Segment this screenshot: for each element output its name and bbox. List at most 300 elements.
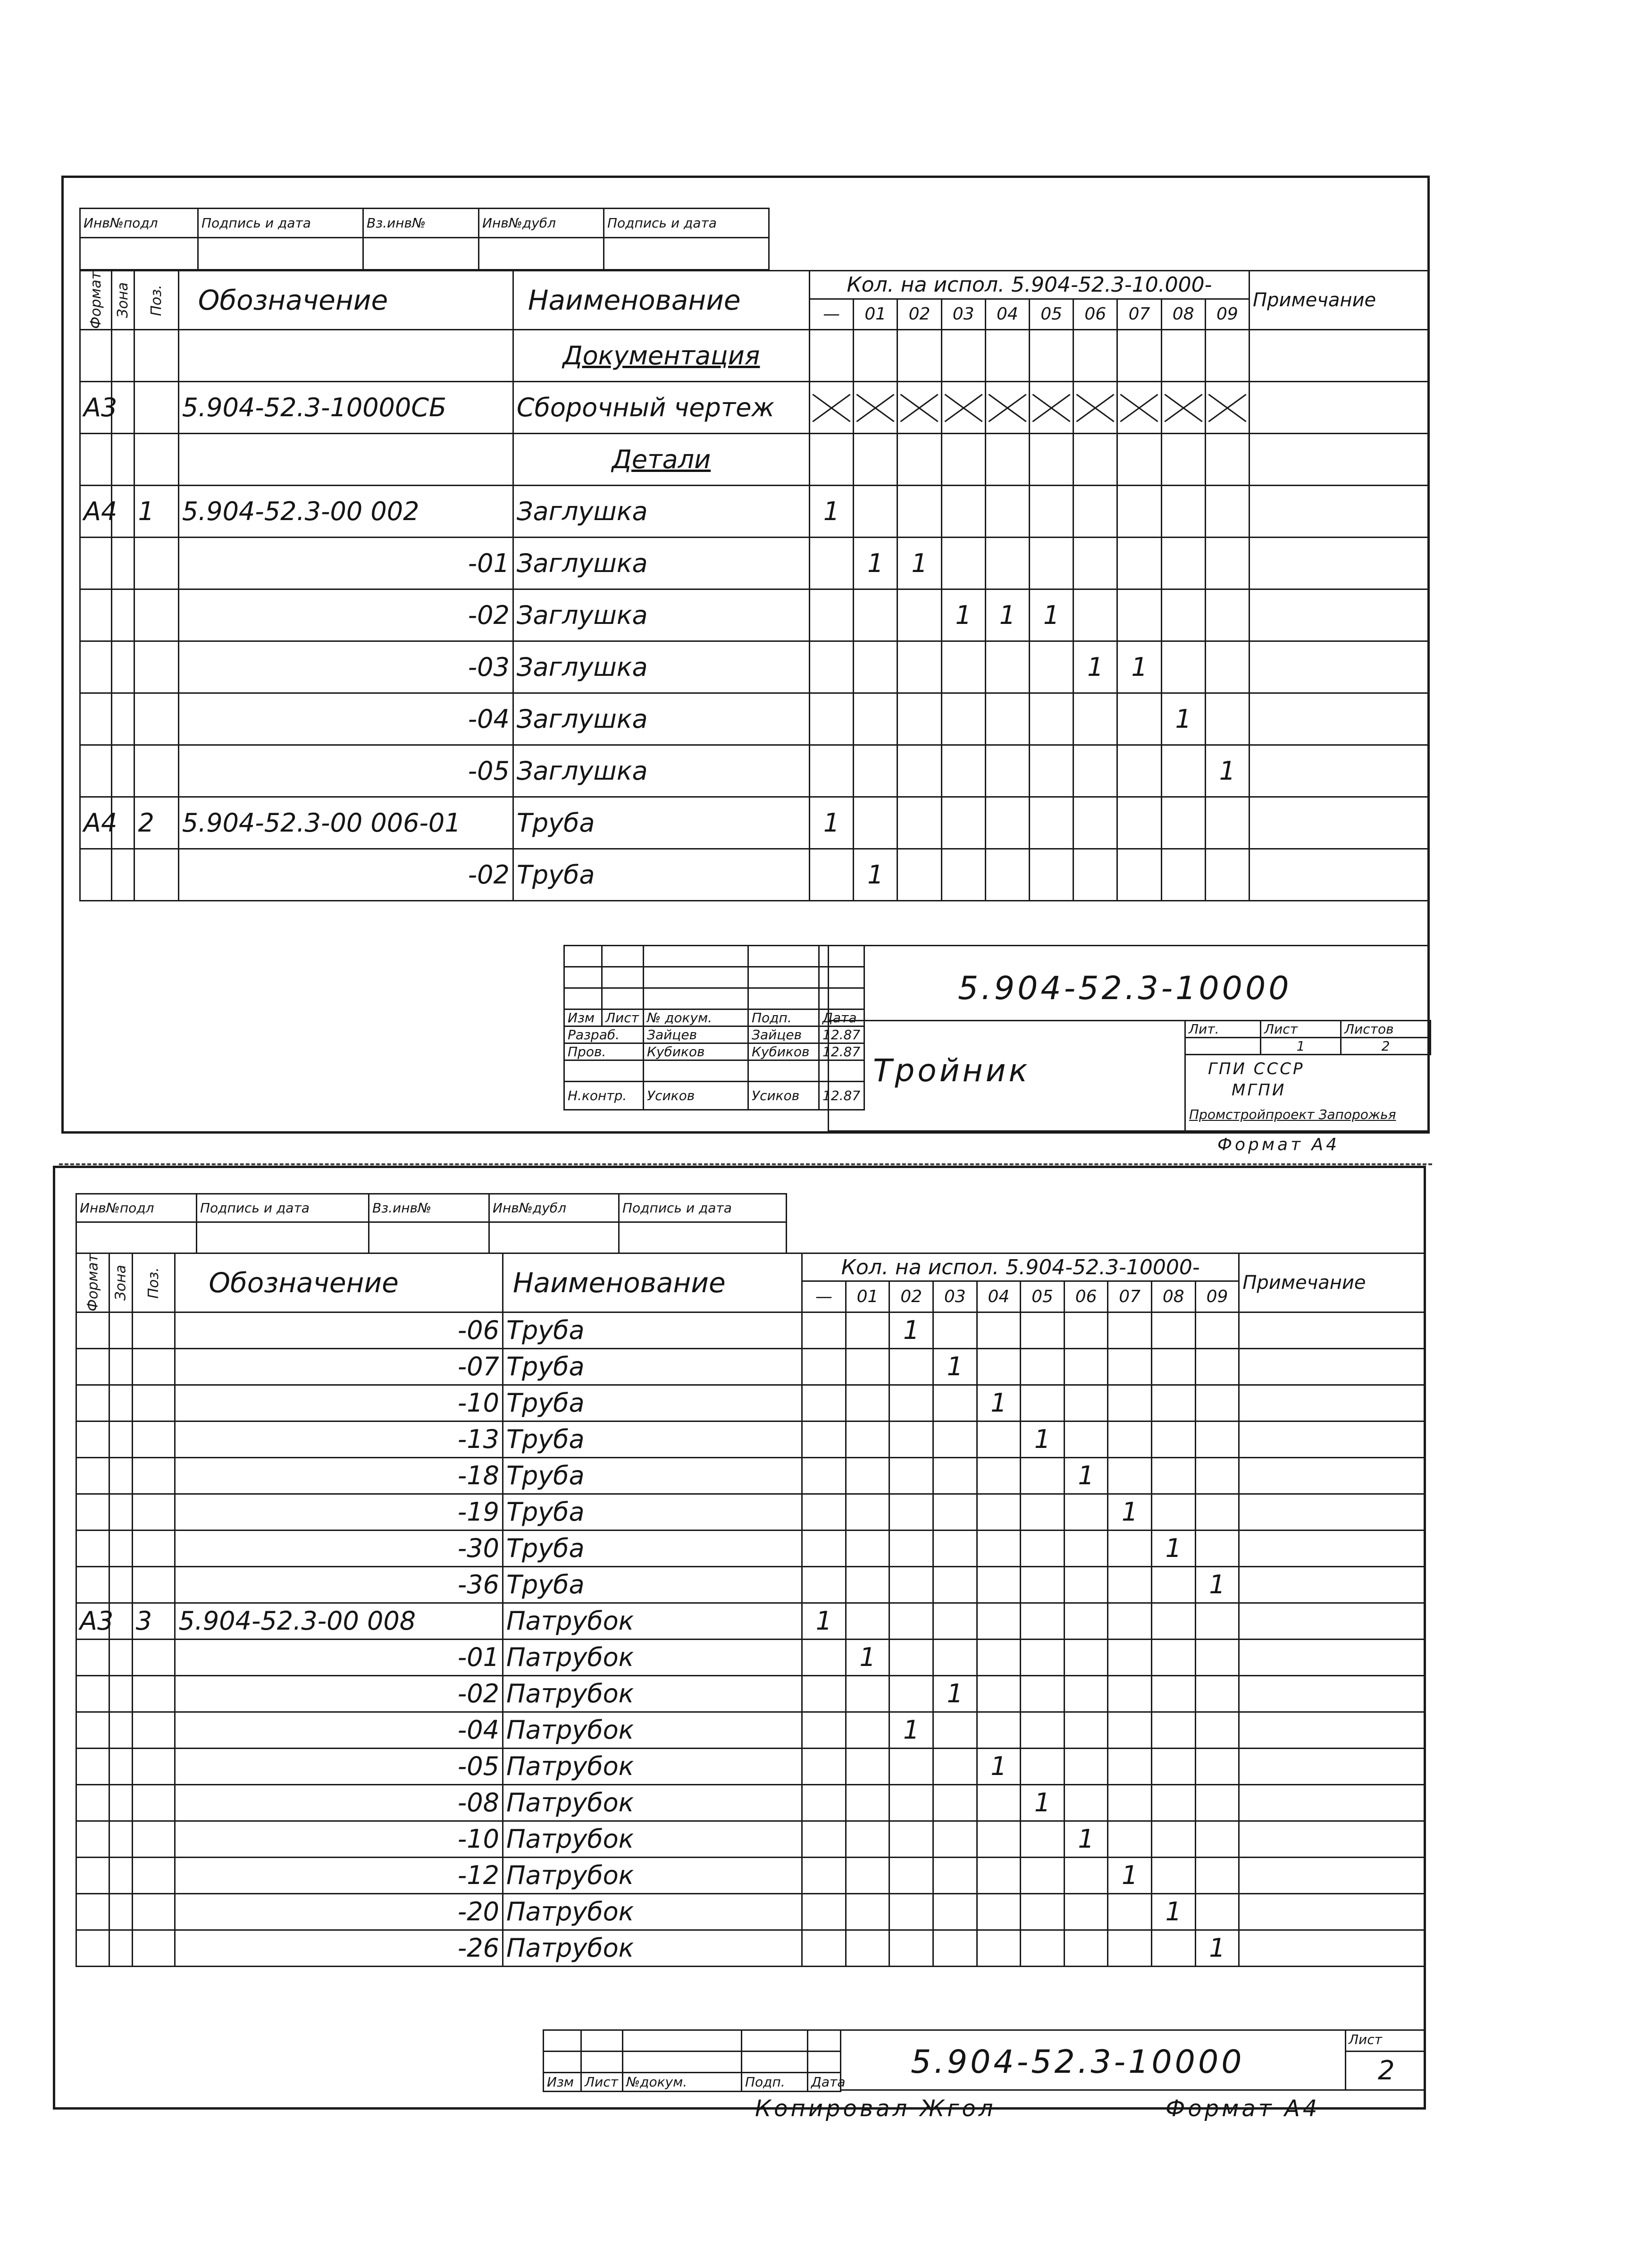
row-name: Труба <box>503 1312 802 1348</box>
qty-cell <box>1064 1930 1108 1966</box>
qty-cell <box>854 433 897 485</box>
qty-cell <box>1161 433 1205 485</box>
qty-cell <box>1030 641 1073 693</box>
qty-cell <box>1152 1930 1196 1966</box>
qty-cell <box>933 1421 977 1457</box>
qty-cell <box>1152 1348 1196 1385</box>
sheet-label: Лист <box>1261 1021 1341 1038</box>
qty-cell <box>897 433 941 485</box>
row-designation: -01 <box>175 1639 503 1675</box>
row-pos <box>132 1385 175 1421</box>
row-format <box>80 849 112 900</box>
variant-header-05: 05 <box>1021 1281 1065 1312</box>
doc-number-2: 5.904-52.3-10000 <box>911 2044 1245 2081</box>
qty-cell <box>854 589 897 641</box>
qty-cell <box>854 329 897 381</box>
qty-cell <box>1195 1494 1239 1530</box>
row-name: Труба <box>503 1457 802 1494</box>
qty-cell: 1 <box>1030 589 1073 641</box>
qty-cell <box>846 1530 889 1566</box>
row-name: Труба <box>503 1494 802 1530</box>
qty-cell <box>802 1857 846 1893</box>
org-line-2: МГПИ <box>1232 1081 1286 1100</box>
row-pos <box>132 1312 175 1348</box>
row-designation: -05 <box>175 1748 503 1784</box>
qty-cell <box>1108 1421 1152 1457</box>
qty-cell <box>941 641 985 693</box>
table-row <box>76 1603 1426 1639</box>
tb-person-name <box>644 1060 748 1082</box>
qty-cell <box>977 1784 1021 1821</box>
table-row <box>76 1421 1426 1457</box>
qty-cell <box>889 1857 933 1893</box>
qty-cell <box>933 1821 977 1857</box>
qty-cell <box>802 1421 846 1457</box>
tb-izm: Изм <box>564 1009 602 1026</box>
qty-cell <box>1021 1639 1065 1675</box>
row-name: Патрубок <box>503 1603 802 1639</box>
qty-cell <box>1073 537 1117 589</box>
qty-cell <box>933 1457 977 1494</box>
row-zone <box>111 641 134 693</box>
row-zone <box>109 1675 132 1712</box>
row-zone <box>109 1312 132 1348</box>
doc-number-1: 5.904-52.3-10000 <box>958 970 1292 1007</box>
row-name: Патрубок <box>503 1857 802 1893</box>
qty-cell <box>1073 589 1117 641</box>
qty-cell <box>809 433 853 485</box>
qty-cell: 1 <box>1117 641 1161 693</box>
qty-cell <box>1021 1930 1065 1966</box>
tb-sign: Подп. <box>748 1009 819 1026</box>
row-notes <box>1249 693 1429 745</box>
table-row <box>76 1857 1426 1893</box>
table-row <box>76 1385 1426 1421</box>
tb-person-name: Кубиков <box>644 1043 748 1060</box>
qty-cell: 1 <box>809 485 853 537</box>
qty-cell <box>802 1675 846 1712</box>
qty-cell <box>1064 1784 1108 1821</box>
qty-cell <box>977 1312 1021 1348</box>
cross-mark <box>941 381 985 433</box>
qty-cell <box>802 1893 846 1930</box>
qty-cell <box>809 641 853 693</box>
qty-cell <box>1021 1603 1065 1639</box>
variant-header-07: 07 <box>1108 1281 1152 1312</box>
col-notes-header: Примечание <box>1239 1253 1426 1312</box>
row-pos <box>132 1821 175 1857</box>
row-notes <box>1239 1712 1426 1748</box>
row-zone <box>111 849 134 900</box>
qty-cell <box>1064 1857 1108 1893</box>
qty-cell <box>846 1348 889 1385</box>
qty-cell <box>897 485 941 537</box>
qty-cell <box>1030 329 1073 381</box>
qty-cell <box>933 1784 977 1821</box>
variant-header-base: — <box>809 299 853 329</box>
qty-cell <box>1108 1530 1152 1566</box>
qty-cell <box>802 1566 846 1603</box>
qty-cell <box>941 745 985 797</box>
qty-cell <box>933 1385 977 1421</box>
row-notes <box>1239 1784 1426 1821</box>
row-designation: -08 <box>175 1784 503 1821</box>
table-row <box>80 641 1429 693</box>
table-row <box>76 1457 1426 1494</box>
variant-header-02: 02 <box>889 1281 933 1312</box>
qty-cell <box>809 537 853 589</box>
col-pos-header: Поз. <box>132 1253 175 1312</box>
row-designation <box>178 329 513 381</box>
tb-sign: Подп. <box>742 2073 808 2092</box>
col-zone-header: Зона <box>109 1253 132 1312</box>
row-pos: 1 <box>134 485 178 537</box>
row-pos <box>134 329 178 381</box>
row-designation: 5.904-52.3-10000СБ <box>178 381 513 433</box>
row-name: Заглушка <box>513 589 809 641</box>
row-format <box>76 1930 109 1966</box>
qty-cell <box>854 485 897 537</box>
qty-cell <box>889 1457 933 1494</box>
qty-cell <box>985 693 1029 745</box>
col-zone-header: Зона <box>111 271 134 330</box>
row-zone <box>109 1821 132 1857</box>
qty-cell: 1 <box>802 1603 846 1639</box>
table-row <box>76 1494 1426 1530</box>
qty-cell <box>802 1530 846 1566</box>
qty-cell <box>1161 485 1205 537</box>
row-name: Труба <box>513 849 809 900</box>
qty-cell <box>802 1784 846 1821</box>
row-pos <box>132 1857 175 1893</box>
row-name: Труба <box>503 1421 802 1457</box>
qty-cell <box>1021 1675 1065 1712</box>
row-zone <box>111 537 134 589</box>
row-zone <box>111 693 134 745</box>
row-designation: -26 <box>175 1930 503 1966</box>
cross-mark <box>1205 381 1249 433</box>
stamp-sign-date: Подпись и дата <box>198 209 363 238</box>
qty-cell <box>1021 1821 1065 1857</box>
row-format <box>80 537 112 589</box>
qty-cell <box>1195 1748 1239 1784</box>
qty-cell <box>1195 1530 1239 1566</box>
qty-cell <box>933 1530 977 1566</box>
qty-cell <box>941 537 985 589</box>
qty-cell <box>1205 641 1249 693</box>
qty-cell <box>846 1930 889 1966</box>
qty-cell <box>977 1348 1021 1385</box>
qty-cell <box>1064 1675 1108 1712</box>
qty-cell <box>933 1748 977 1784</box>
qty-cell <box>1021 1457 1065 1494</box>
variant-header-09: 09 <box>1205 299 1249 329</box>
table-row <box>76 1530 1426 1566</box>
row-designation: -10 <box>175 1821 503 1857</box>
qty-cell <box>933 1603 977 1639</box>
archive-stamp-1 <box>79 208 770 270</box>
variant-header-08: 08 <box>1161 299 1205 329</box>
qty-cell <box>846 1675 889 1712</box>
qty-cell <box>1021 1748 1065 1784</box>
qty-cell <box>1021 1530 1065 1566</box>
qty-cell: 1 <box>846 1639 889 1675</box>
row-notes <box>1249 433 1429 485</box>
tb-person-sign <box>748 1060 819 1082</box>
cross-mark <box>985 381 1029 433</box>
qty-cell <box>1152 1675 1196 1712</box>
qty-cell <box>889 1675 933 1712</box>
qty-cell <box>1205 537 1249 589</box>
row-pos <box>132 1530 175 1566</box>
qty-cell: 1 <box>1073 641 1117 693</box>
org-line-3: Промстройпроект Запорожья <box>1189 1107 1396 1122</box>
qty-cell <box>1108 1784 1152 1821</box>
row-zone <box>109 1748 132 1784</box>
row-pos <box>132 1930 175 1966</box>
row-designation: -18 <box>175 1457 503 1494</box>
qty-cell <box>1195 1821 1239 1857</box>
qty-cell <box>897 693 941 745</box>
qty-cell <box>802 1457 846 1494</box>
qty-cell <box>985 433 1029 485</box>
row-name: Труба <box>503 1348 802 1385</box>
table-row <box>80 329 1429 381</box>
qty-cell <box>1064 1312 1108 1348</box>
variant-header-04: 04 <box>985 299 1029 329</box>
qty-cell <box>1152 1312 1196 1348</box>
row-pos <box>132 1748 175 1784</box>
row-pos: 3 <box>132 1603 175 1639</box>
qty-cell <box>977 1457 1021 1494</box>
col-format-header: Формат <box>80 271 112 330</box>
qty-cell <box>1195 1457 1239 1494</box>
tb-role: Н.контр. <box>564 1082 644 1110</box>
spec-table-1 <box>79 270 1430 901</box>
row-notes <box>1249 381 1429 433</box>
qty-cell <box>846 1893 889 1930</box>
qty-cell <box>889 1748 933 1784</box>
qty-cell <box>802 1312 846 1348</box>
row-notes <box>1239 1821 1426 1857</box>
qty-cell <box>1064 1603 1108 1639</box>
table-row <box>80 589 1429 641</box>
row-name: Сборочный чертеж <box>513 381 809 433</box>
qty-cell <box>1108 1930 1152 1966</box>
row-name: Патрубок <box>503 1675 802 1712</box>
table-row <box>80 433 1429 485</box>
row-format <box>76 1748 109 1784</box>
col-notes-header: Примечание <box>1249 271 1429 330</box>
title-block-1-left <box>563 945 865 1110</box>
row-notes <box>1249 849 1429 900</box>
section-heading: Детали <box>513 433 809 485</box>
qty-cell <box>933 1930 977 1966</box>
qty-cell: 1 <box>1195 1930 1239 1966</box>
qty-cell: 1 <box>1108 1494 1152 1530</box>
qty-cell <box>1064 1421 1108 1457</box>
qty-cell <box>846 1784 889 1821</box>
row-format <box>76 1784 109 1821</box>
col-pos-header: Поз. <box>134 271 178 330</box>
row-designation: -02 <box>178 849 513 900</box>
qty-cell <box>1117 537 1161 589</box>
footer-format: Формат А4 <box>1166 2095 1320 2122</box>
qty-cell <box>1152 1566 1196 1603</box>
table-row <box>76 1566 1426 1603</box>
row-notes <box>1239 1312 1426 1348</box>
qty-cell <box>1152 1748 1196 1784</box>
row-format: А3 <box>76 1603 109 1639</box>
qty-cell <box>1030 797 1073 849</box>
qty-cell <box>933 1312 977 1348</box>
qty-cell <box>802 1712 846 1748</box>
row-pos <box>132 1675 175 1712</box>
tb-role: Разраб. <box>564 1026 644 1043</box>
qty-cell <box>846 1566 889 1603</box>
qty-cell: 1 <box>897 537 941 589</box>
row-pos <box>132 1457 175 1494</box>
qty-cell <box>1117 849 1161 900</box>
qty-cell <box>1152 1421 1196 1457</box>
qty-cell <box>802 1348 846 1385</box>
qty-cell <box>1195 1675 1239 1712</box>
stamp-sign-date-2: Подпись и дата <box>604 209 769 238</box>
row-pos <box>132 1494 175 1530</box>
row-format <box>76 1712 109 1748</box>
tb-person-date: 12.87 <box>819 1082 864 1110</box>
table-row <box>76 1312 1426 1348</box>
qty-cell: 1 <box>933 1675 977 1712</box>
qty-cell: 1 <box>1161 693 1205 745</box>
sheets-total: 2 <box>1341 1038 1431 1055</box>
qty-cell <box>889 1603 933 1639</box>
row-designation: -04 <box>175 1712 503 1748</box>
table-row <box>76 1821 1426 1857</box>
table-row <box>80 485 1429 537</box>
row-notes <box>1239 1457 1426 1494</box>
qty-cell <box>1030 745 1073 797</box>
qty-cell <box>889 1930 933 1966</box>
variant-header-04: 04 <box>977 1281 1021 1312</box>
sheets-label: Листов <box>1341 1021 1431 1038</box>
qty-cell <box>977 1494 1021 1530</box>
col-designation-header: Обозначение <box>178 271 513 330</box>
row-format <box>76 1421 109 1457</box>
variant-header-02: 02 <box>897 299 941 329</box>
qty-cell: 1 <box>1064 1457 1108 1494</box>
qty-cell: 1 <box>1205 745 1249 797</box>
qty-cell <box>1021 1857 1065 1893</box>
table-row <box>76 1784 1426 1821</box>
qty-cell <box>846 1712 889 1748</box>
qty-cell <box>1152 1457 1196 1494</box>
table-row <box>76 1675 1426 1712</box>
row-zone <box>111 433 134 485</box>
cross-mark <box>1117 381 1161 433</box>
qty-cell <box>1195 1603 1239 1639</box>
product-name: Тройник <box>873 1052 1031 1089</box>
row-notes <box>1239 1748 1426 1784</box>
qty-cell <box>1205 693 1249 745</box>
qty-cell <box>1195 1421 1239 1457</box>
qty-cell <box>854 641 897 693</box>
row-zone <box>109 1566 132 1603</box>
row-notes <box>1239 1530 1426 1566</box>
sheet-number: 1 <box>1261 1038 1341 1055</box>
variant-header-07: 07 <box>1117 299 1161 329</box>
qty-cell <box>1108 1748 1152 1784</box>
qty-cell <box>1152 1712 1196 1748</box>
qty-cell <box>802 1639 846 1675</box>
archive-stamp-2 <box>75 1193 787 1254</box>
qty-cell <box>1152 1857 1196 1893</box>
row-pos <box>132 1348 175 1385</box>
qty-cell <box>889 1421 933 1457</box>
sheet-box-divider <box>1345 2051 1426 2052</box>
variant-header-03: 03 <box>933 1281 977 1312</box>
qty-cell: 1 <box>854 849 897 900</box>
tb-person-sign: Зайцев <box>748 1026 819 1043</box>
row-designation: 5.904-52.3-00 002 <box>178 485 513 537</box>
qty-cell <box>1064 1566 1108 1603</box>
row-format <box>76 1348 109 1385</box>
row-designation: 5.904-52.3-00 008 <box>175 1603 503 1639</box>
qty-cell <box>1195 1348 1239 1385</box>
qty-cell <box>802 1494 846 1530</box>
row-name: Заглушка <box>513 485 809 537</box>
row-name: Патрубок <box>503 1930 802 1966</box>
row-pos <box>132 1893 175 1930</box>
row-pos <box>134 381 178 433</box>
row-format <box>80 641 112 693</box>
qty-cell <box>977 1530 1021 1566</box>
qty-cell <box>1205 849 1249 900</box>
qty-cell <box>1205 433 1249 485</box>
row-name: Патрубок <box>503 1784 802 1821</box>
qty-cell <box>985 745 1029 797</box>
qty-cell <box>854 745 897 797</box>
qty-cell <box>977 1603 1021 1639</box>
table-row <box>80 381 1429 433</box>
qty-cell <box>809 589 853 641</box>
qty-cell <box>809 693 853 745</box>
qty-cell: 1 <box>1152 1893 1196 1930</box>
qty-cell <box>1021 1494 1065 1530</box>
row-format <box>76 1893 109 1930</box>
col-qty-header: Кол. на испол. 5.904-52.3-10000- <box>802 1253 1239 1281</box>
qty-cell <box>1021 1893 1065 1930</box>
table-row <box>76 1348 1426 1385</box>
row-name: Труба <box>503 1566 802 1603</box>
row-pos <box>132 1712 175 1748</box>
stamp-inv-dup: Инв№дубл <box>479 209 604 238</box>
tb-docnum: № докум. <box>644 1009 748 1026</box>
footer-copied: Копировал Жгол <box>755 2095 996 2122</box>
qty-cell <box>1152 1784 1196 1821</box>
row-zone <box>111 589 134 641</box>
col-qty-header: Кол. на испол. 5.904-52.3-10.000- <box>809 271 1249 299</box>
row-format <box>76 1639 109 1675</box>
qty-cell <box>1161 589 1205 641</box>
qty-cell: 1 <box>1195 1566 1239 1603</box>
qty-cell: 1 <box>985 589 1029 641</box>
qty-cell <box>1108 1312 1152 1348</box>
qty-cell <box>977 1421 1021 1457</box>
qty-cell <box>889 1348 933 1385</box>
variant-header-01: 01 <box>854 299 897 329</box>
tb-person-sign: Кубиков <box>748 1043 819 1060</box>
